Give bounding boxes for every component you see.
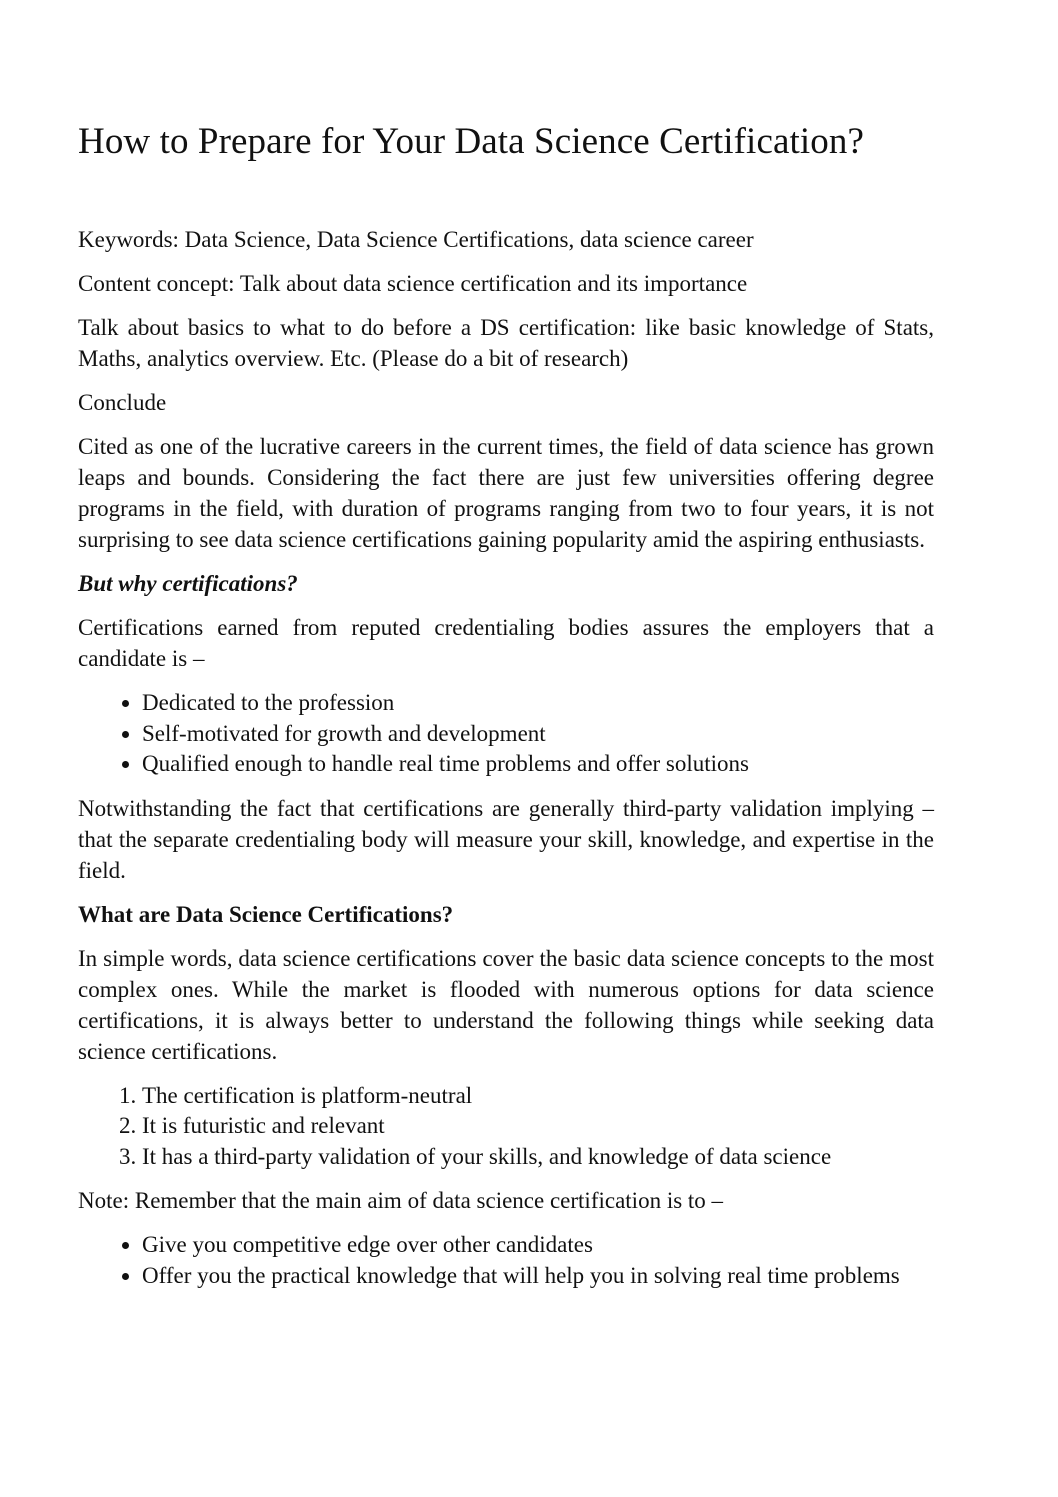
conclude-line: Conclude: [78, 390, 167, 415]
what-are-certifications-paragraph: In simple words, data science certifications cover the basic data science concepts to the most complex ones. While the market is flooded with numerous options for data science certifications, it is always better to understand the following things while seeking data science certifications.: [78, 945, 934, 1064]
certification-criteria-list: [78, 1081, 934, 1173]
what-are-certifications-heading: What are Data Science Certifications?: [78, 901, 454, 927]
list-item: • Give you competitive edge over other candidates: [142, 1230, 934, 1261]
basics-paragraph: Talk about basics to what to do before a DS certification: like basic knowledge of Stats, Maths, analytics overview. Etc. (Please do a bit of research): [78, 315, 934, 371]
validation-paragraph: Notwithstanding the fact that certifications are generally third-party validation implying – that the separate credentialing body will measure your skill, knowledge, and expertise in the field.: [78, 795, 934, 883]
why-certifications-heading: But why certifications?: [78, 571, 298, 596]
list-item: • Offer you the practical knowledge that will help you in solving real time problems: [142, 1261, 934, 1292]
certification-aims-list: [78, 1230, 934, 1291]
list-item: • Qualified enough to handle real time problems and offer solutions: [142, 749, 934, 780]
why-certifications-paragraph: Certifications earned from reputed credentialing bodies assures the employers that a candidate is –: [78, 615, 934, 671]
intro-paragraph: Cited as one of the lucrative careers in the current times, the field of data science has grown leaps and bounds. Considering the fact there are just few universities offering degree programs in the field, with duration of programs ranging from two to four years, it is not surprising to see data science certifications gaining popularity amid the aspiring enthusiasts.: [78, 434, 934, 552]
list-item: • Dedicated to the profession: [142, 688, 934, 719]
content-concept-line: Content concept: Talk about data science certification and its importance: [78, 271, 748, 296]
candidate-qualities-list: [78, 688, 934, 780]
list-item: 3. It has a third-party validation of your skills, and knowledge of data science: [142, 1142, 934, 1173]
keywords-line: Keywords: Data Science, Data Science Certifications, data science career: [78, 227, 754, 252]
list-item: 1. The certification is platform-neutral: [142, 1081, 934, 1112]
note-paragraph: Note: Remember that the main aim of data science certification is to –: [78, 1188, 724, 1213]
list-item: 2. It is futuristic and relevant: [142, 1111, 934, 1142]
document-title: How to Prepare for Your Data Science Certification?: [78, 121, 864, 162]
document-page: [78, 0, 934, 1291]
list-item: • Self-motivated for growth and development: [142, 719, 934, 750]
